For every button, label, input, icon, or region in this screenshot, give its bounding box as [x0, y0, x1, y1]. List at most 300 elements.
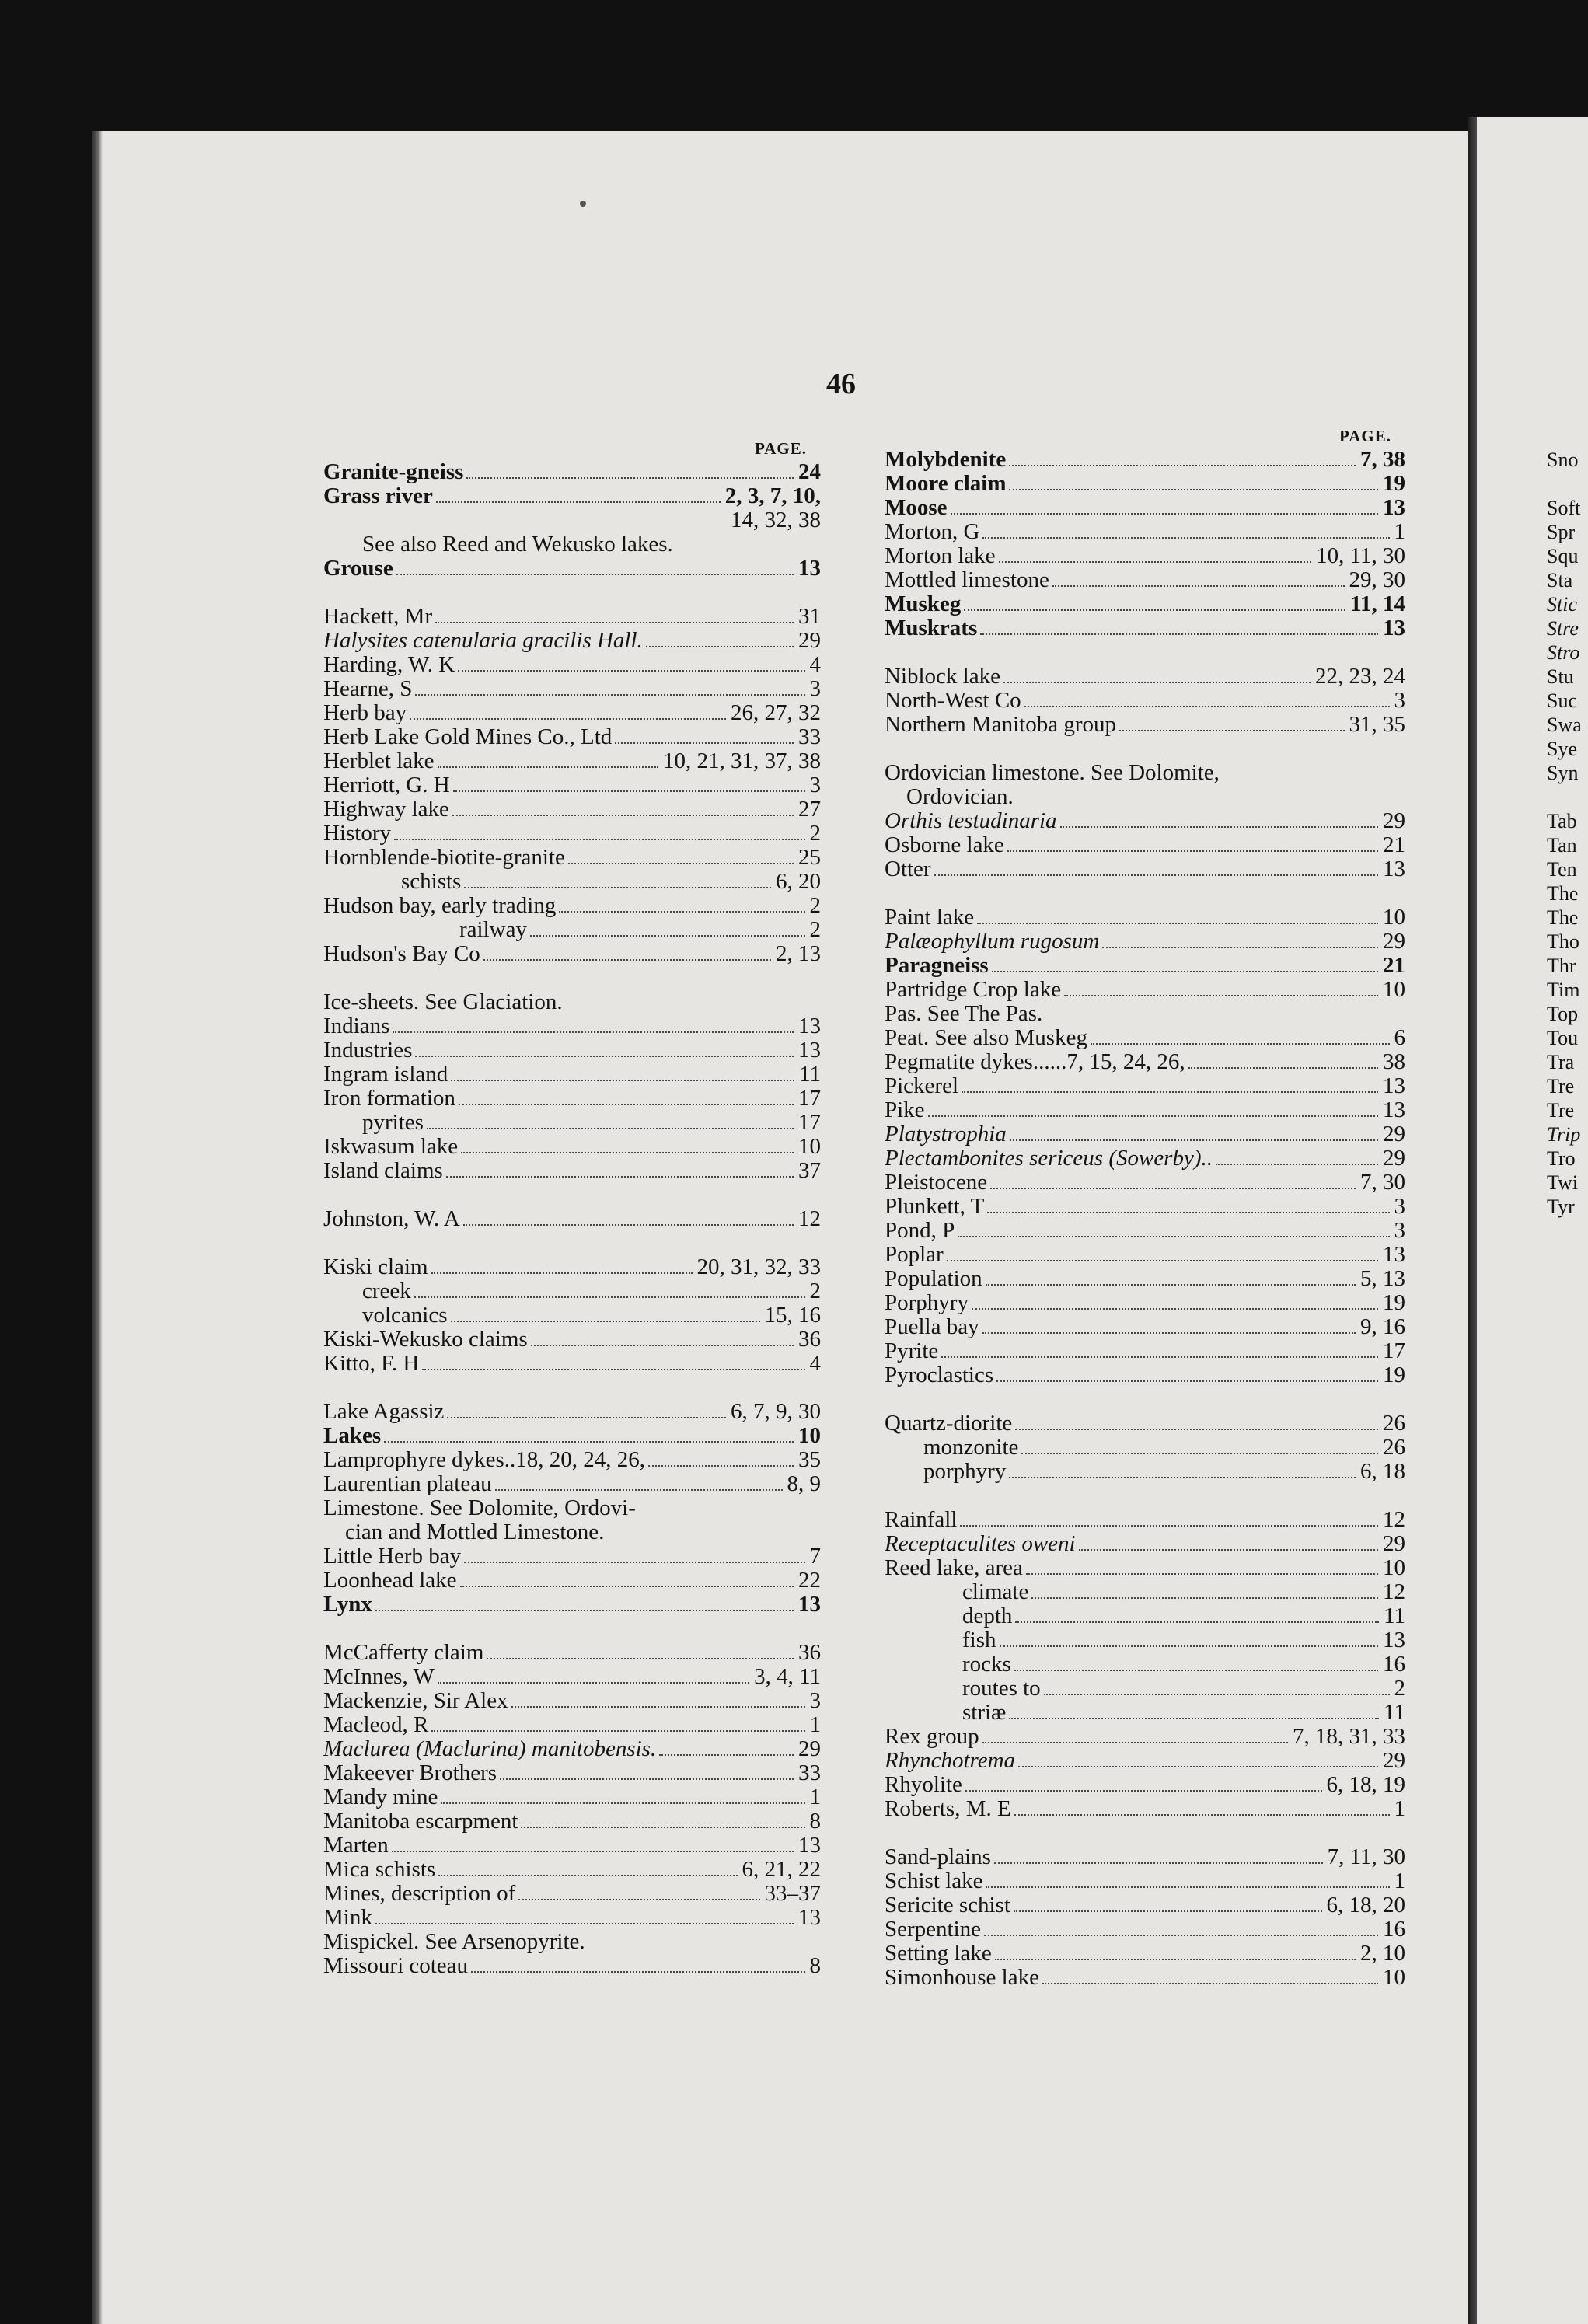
dot-leader	[965, 1789, 1322, 1792]
section-gap	[323, 966, 821, 990]
cropped-entry: Soft	[1547, 497, 1581, 519]
dot-leader	[460, 1585, 794, 1587]
page-references: 17	[798, 1111, 821, 1135]
index-column-left	[323, 437, 821, 1978]
cropped-entry: Stic	[1547, 593, 1577, 616]
index-entry	[885, 448, 1405, 472]
index-term: monzonite	[923, 1436, 1019, 1460]
page-number: 46	[826, 368, 856, 400]
index-entry	[885, 1556, 1405, 1580]
cropped-entry: The	[1547, 906, 1579, 929]
index-entry	[885, 1917, 1405, 1942]
dot-leader	[441, 1802, 804, 1804]
cropped-entry: Sno	[1547, 448, 1579, 471]
section-gap	[885, 640, 1405, 665]
index-entry	[885, 1893, 1405, 1917]
page-references: 10, 21, 31, 37, 38	[663, 749, 821, 773]
index-entry	[885, 1243, 1405, 1267]
dot-leader	[992, 970, 1378, 972]
index-entry	[885, 1026, 1405, 1050]
dot-leader	[453, 790, 805, 792]
index-entry	[885, 1050, 1405, 1074]
index-term: Ingram island	[323, 1063, 448, 1087]
section-gap	[885, 881, 1405, 906]
cropped-entry: Spr	[1547, 521, 1576, 543]
index-entry	[885, 1604, 1405, 1628]
dot-leader	[1079, 1548, 1378, 1551]
page-references: 10	[1383, 1556, 1405, 1580]
cropped-entry: Trip	[1547, 1123, 1581, 1146]
cross-reference: Ordovician.	[906, 784, 1014, 809]
index-term: Rhynchotrema	[885, 1749, 1016, 1773]
index-entry	[323, 1689, 821, 1713]
dot-leader	[958, 1235, 1389, 1237]
index-term: Puella bay	[885, 1315, 979, 1339]
dot-leader	[463, 1223, 794, 1226]
dot-leader	[1014, 1669, 1378, 1671]
dot-leader	[396, 573, 794, 575]
dot-leader	[972, 1307, 1378, 1310]
dot-leader	[500, 1778, 794, 1780]
index-entry	[323, 1448, 821, 1472]
cropped-entry: Sta	[1547, 569, 1573, 591]
page-references: 21	[1383, 833, 1405, 857]
dot-leader	[435, 621, 794, 623]
dot-leader	[483, 958, 771, 961]
dot-leader	[986, 1283, 1356, 1286]
page-references: 25	[798, 846, 821, 870]
index-entry	[323, 1255, 821, 1279]
dot-leader	[982, 1741, 1288, 1743]
dot-leader	[1024, 705, 1390, 707]
page-references: 11	[1384, 1701, 1405, 1725]
index-entry	[885, 1652, 1405, 1677]
cropped-entry: Suc	[1547, 689, 1577, 712]
index-entry	[885, 1869, 1405, 1893]
dot-leader	[464, 1561, 804, 1563]
index-term: Granite-gneiss	[323, 460, 464, 484]
index-term: Iron formation	[323, 1087, 455, 1111]
cropped-entry: Tan	[1547, 834, 1577, 857]
section-gap	[323, 1376, 821, 1400]
page-references: 13	[798, 557, 821, 581]
page-references: 13	[798, 1906, 821, 1930]
index-entry	[323, 677, 821, 701]
index-term: routes to	[962, 1677, 1041, 1701]
index-term: McInnes, W	[323, 1665, 435, 1689]
index-term: Lake Agassiz	[323, 1400, 445, 1424]
section-gap	[885, 1387, 1405, 1411]
index-term: Lamprophyre dykes..18, 20, 24, 26,	[323, 1448, 645, 1472]
cropped-entry: Syn	[1547, 762, 1579, 784]
index-term: Pickerel	[885, 1074, 959, 1098]
page-references: 33	[798, 725, 821, 749]
page-references: 29	[1383, 930, 1405, 954]
index-entry	[885, 1701, 1405, 1725]
page-references: 22	[798, 1569, 821, 1593]
index-entry	[885, 1363, 1405, 1387]
dot-leader	[1102, 946, 1378, 948]
column-heading: PAGE.	[1338, 427, 1391, 445]
index-entry	[323, 653, 821, 677]
index-term: Receptaculites oweni	[885, 1532, 1076, 1556]
index-term: Loonhead lake	[323, 1569, 457, 1593]
dot-leader	[980, 633, 1378, 635]
index-term: Industries	[323, 1038, 413, 1063]
index-term: Herriott, G. H	[323, 773, 450, 797]
page-references: 1	[1394, 1797, 1405, 1821]
page-references: 2	[809, 894, 821, 918]
dot-leader	[415, 693, 804, 696]
dot-leader	[1009, 488, 1378, 490]
page-references: 7, 38	[1360, 448, 1405, 472]
dot-leader	[982, 1331, 1356, 1334]
dot-leader	[568, 862, 794, 864]
dot-leader	[495, 1488, 783, 1491]
dot-leader	[947, 1259, 1378, 1261]
page-references: 35	[798, 1448, 821, 1472]
index-entry	[323, 1713, 821, 1737]
cropped-entry: Sye	[1547, 738, 1577, 760]
index-term: creek	[362, 1279, 411, 1303]
index-entry	[323, 629, 821, 653]
cross-reference: Mispickel. See Arsenopyrite.	[323, 1929, 585, 1954]
page-references: 6, 18, 19	[1326, 1773, 1405, 1797]
index-term: Paragneiss	[885, 954, 989, 978]
index-term: Kiski-Wekusko claims	[323, 1328, 528, 1352]
index-entry	[885, 1171, 1405, 1195]
dot-leader	[1188, 1066, 1378, 1069]
index-term: Population	[885, 1267, 982, 1291]
index-term: Paint lake	[885, 906, 975, 930]
index-entry	[323, 1328, 821, 1352]
cropped-entry: Tro	[1547, 1147, 1576, 1170]
index-term: Simonhouse lake	[885, 1966, 1039, 1990]
index-entry	[885, 809, 1405, 833]
index-term: History	[323, 822, 391, 846]
index-entry	[885, 1436, 1405, 1460]
cropped-entry: Stu	[1547, 665, 1574, 688]
index-entry	[885, 1725, 1405, 1749]
dot-leader	[393, 1031, 794, 1033]
index-entry	[323, 1834, 821, 1858]
cross-reference: Ordovician limestone. See Dolomite,	[885, 760, 1220, 785]
index-entry	[885, 1146, 1405, 1171]
index-term: Missouri coteau	[323, 1954, 469, 1978]
index-term: Reed lake, area	[885, 1556, 1023, 1580]
index-entry	[885, 1773, 1405, 1797]
dot-leader	[1021, 1452, 1378, 1454]
index-entry	[323, 1159, 821, 1183]
dot-leader	[436, 501, 721, 503]
page-references: 1	[1394, 520, 1405, 544]
dot-leader	[446, 1175, 794, 1178]
index-entry	[323, 1544, 821, 1569]
page-references: 3	[1394, 689, 1405, 713]
dot-leader	[994, 1862, 1323, 1864]
cropped-entry: Tyr	[1547, 1195, 1575, 1218]
dot-leader	[414, 1296, 805, 1298]
page-references: 10, 11, 30	[1316, 544, 1405, 568]
index-entry	[323, 1641, 821, 1665]
dot-leader	[464, 886, 771, 888]
index-entry	[885, 1677, 1405, 1701]
dot-leader	[487, 1657, 794, 1659]
index-entry	[885, 496, 1405, 520]
index-term: Mines, description of	[323, 1882, 516, 1906]
index-term: Palæophyllum rugosum	[885, 930, 1100, 954]
page-references: 27	[798, 797, 821, 822]
index-entry	[885, 1460, 1405, 1484]
index-term: Quartz-diorite	[885, 1411, 1013, 1436]
cropped-entry: Twi	[1547, 1171, 1579, 1194]
index-entry	[885, 833, 1405, 857]
section-gap	[323, 1183, 821, 1207]
index-entry	[323, 484, 821, 508]
index-entry	[885, 689, 1405, 713]
index-entry	[885, 1508, 1405, 1532]
cropped-entry: Tim	[1547, 979, 1580, 1001]
dot-leader	[438, 766, 658, 768]
page-references: 7	[809, 1544, 821, 1569]
index-term: Maclurea (Maclurina) manitobensis.	[323, 1737, 657, 1761]
section-gap	[323, 1617, 821, 1641]
dot-leader	[427, 1127, 794, 1129]
index-entry	[323, 460, 821, 484]
dot-leader	[415, 1055, 794, 1057]
page-references: 14, 32, 38	[731, 508, 821, 532]
index-entry	[323, 1858, 821, 1882]
index-term: Rhyolite	[885, 1773, 962, 1797]
dot-leader	[1007, 850, 1378, 852]
dot-leader	[447, 1416, 726, 1418]
cropped-entry: Tre	[1547, 1075, 1575, 1097]
index-term: depth	[962, 1604, 1013, 1628]
page-references: 33	[798, 1761, 821, 1785]
dot-leader	[1014, 1910, 1322, 1912]
index-term: rocks	[962, 1652, 1011, 1677]
index-term: Kiski claim	[323, 1255, 428, 1279]
dot-leader	[431, 1729, 804, 1732]
dot-leader	[375, 1609, 794, 1611]
index-term: Indians	[323, 1014, 390, 1038]
page-binding-edge	[92, 131, 103, 2324]
index-entry	[323, 1400, 821, 1424]
dot-leader	[1026, 1572, 1378, 1575]
index-term: Pyrite	[885, 1339, 939, 1363]
page-references: 13	[1383, 496, 1405, 520]
dot-leader	[990, 1187, 1356, 1189]
dot-leader	[431, 1272, 693, 1274]
page-references: 38	[1383, 1050, 1405, 1074]
cropped-entry	[1547, 785, 1588, 809]
cropped-entry: Swa	[1547, 714, 1582, 736]
page-references: 29	[798, 629, 821, 653]
index-entry	[885, 1098, 1405, 1122]
dot-leader	[982, 536, 1389, 539]
index-term: Hudson's Bay Co	[323, 942, 480, 966]
index-term: Highway lake	[323, 797, 449, 822]
index-entry	[323, 1472, 821, 1496]
dot-leader	[977, 922, 1378, 924]
dot-leader	[984, 1934, 1378, 1936]
dot-leader	[438, 1681, 749, 1684]
page-references: 29, 30	[1349, 568, 1405, 592]
section-gap	[885, 737, 1405, 761]
dot-leader	[530, 934, 805, 937]
index-term: Osborne lake	[885, 833, 1004, 857]
page-references: 10	[798, 1135, 821, 1159]
index-term: Mottled limestone	[885, 568, 1049, 592]
page-references: 6, 20	[776, 870, 821, 894]
index-term: Grouse	[323, 557, 393, 581]
page-references: 13	[798, 1593, 821, 1617]
page-references: 19	[1383, 472, 1405, 496]
index-term: striæ	[962, 1701, 1007, 1725]
index-term: Pike	[885, 1098, 925, 1122]
page-references: 2	[809, 1279, 821, 1303]
index-term: railway	[459, 918, 527, 942]
page-references: 17	[798, 1087, 821, 1111]
dot-leader	[1014, 1813, 1390, 1816]
page-references: 7, 11, 30	[1327, 1845, 1405, 1869]
page-references: 8	[809, 1809, 821, 1834]
index-term: Johnston, W. A	[323, 1207, 460, 1231]
index-term: Macleod, R	[323, 1713, 429, 1737]
dot-leader	[410, 717, 726, 720]
cropped-entry: Ten	[1547, 858, 1577, 881]
index-entry	[885, 1580, 1405, 1604]
index-entry	[885, 713, 1405, 737]
index-term: Lakes	[323, 1424, 382, 1448]
index-entry	[323, 1906, 821, 1930]
dot-leader	[384, 1440, 794, 1443]
index-term: Moose	[885, 496, 948, 520]
index-term: Grass river	[323, 484, 433, 508]
page-references: 9, 16	[1360, 1315, 1405, 1339]
index-term: Sericite schist	[885, 1893, 1010, 1917]
index-term: Little Herb bay	[323, 1544, 462, 1569]
page-references: 21	[1383, 954, 1405, 978]
dot-leader	[1018, 1765, 1378, 1767]
index-entry	[885, 1219, 1405, 1243]
page-references: 11, 14	[1350, 592, 1405, 616]
cropped-entry: Squ	[1547, 545, 1579, 567]
page-references: 3, 4, 11	[754, 1665, 821, 1689]
index-entry	[885, 592, 1405, 616]
cross-reference: Pas. See The Pas.	[885, 1001, 1043, 1026]
index-term: Northern Manitoba group	[885, 713, 1116, 737]
dot-leader	[1042, 1982, 1378, 1984]
index-term: Mink	[323, 1906, 372, 1930]
dot-leader	[1216, 1163, 1378, 1165]
page-references: 11	[1384, 1604, 1405, 1628]
index-entry	[323, 773, 821, 797]
index-term: Mackenzie, Sir Alex	[323, 1689, 508, 1713]
dot-leader	[962, 1090, 1378, 1093]
index-term: Sand-plains	[885, 1845, 991, 1869]
index-entry	[885, 930, 1405, 954]
dot-leader	[615, 742, 794, 744]
page-references: 13	[1383, 1628, 1405, 1652]
index-entry	[323, 846, 821, 870]
section-gap	[323, 581, 821, 605]
page-references: 26, 27, 32	[731, 701, 821, 725]
page-references: 3	[809, 773, 821, 797]
index-entry	[885, 1532, 1405, 1556]
page-references: 13	[1383, 1243, 1405, 1267]
dot-leader	[659, 1753, 794, 1756]
dot-leader	[451, 1079, 794, 1081]
page-references: 29	[1383, 1749, 1405, 1773]
index-entry	[885, 1797, 1405, 1821]
dot-leader	[1015, 1428, 1378, 1430]
index-term: Serpentine	[885, 1917, 982, 1942]
page-references: 13	[798, 1014, 821, 1038]
index-term: Molybdenite	[885, 448, 1007, 472]
dot-leader	[941, 1356, 1378, 1358]
page-references: 16	[1383, 1652, 1405, 1677]
dot-leader	[461, 1151, 794, 1153]
index-entry	[885, 1267, 1405, 1291]
cropped-entry: Tra	[1547, 1051, 1575, 1073]
page-references: 16	[1383, 1917, 1405, 1942]
page-references: 13	[1383, 1098, 1405, 1122]
index-entry	[885, 1749, 1405, 1773]
index-term: Lynx	[323, 1593, 372, 1617]
page-references: 29	[1383, 1146, 1405, 1171]
index-entry	[323, 942, 821, 966]
index-entry	[323, 508, 821, 532]
page-references: 11	[799, 1063, 821, 1087]
page-references: 7, 18, 31, 33	[1293, 1725, 1405, 1749]
dot-leader	[1010, 1139, 1378, 1141]
index-term: Halysites catenularia gracilis Hall.	[323, 629, 643, 653]
index-term: Morton, G	[885, 520, 980, 544]
dot-leader	[1031, 1596, 1378, 1599]
cropped-entry: Stre	[1547, 617, 1579, 640]
page-references: 3	[1394, 1219, 1405, 1243]
index-entry	[885, 954, 1405, 978]
cross-reference: Limestone. See Dolomite, Ordovi-	[323, 1495, 636, 1520]
dot-leader	[521, 1826, 804, 1828]
dot-leader	[422, 1368, 804, 1370]
index-entry	[885, 616, 1405, 640]
cross-reference: cian and Mottled Limestone.	[345, 1520, 605, 1544]
column-heading: PAGE.	[754, 439, 807, 458]
page-references: 33–37	[764, 1882, 821, 1906]
dot-leader	[1009, 464, 1356, 466]
index-entry	[323, 1954, 821, 1978]
index-term: Kitto, F. H	[323, 1352, 420, 1376]
index-term: Poplar	[885, 1243, 944, 1267]
page-references: 3	[809, 677, 821, 701]
section-gap	[323, 1231, 821, 1255]
dot-leader	[960, 1524, 1378, 1527]
index-term: Otter	[885, 857, 931, 881]
index-term: Laurentian plateau	[323, 1472, 492, 1496]
index-entry	[323, 1111, 821, 1135]
dot-leader	[1064, 994, 1378, 996]
dot-leader	[951, 512, 1378, 515]
index-term: Muskrats	[885, 616, 978, 640]
index-term: Herblet lake	[323, 749, 435, 773]
page-references: 13	[798, 1038, 821, 1063]
index-term: Mica schists	[323, 1858, 436, 1882]
index-entry	[885, 544, 1405, 568]
page-references: 36	[798, 1641, 821, 1665]
dot-leader	[518, 1898, 759, 1900]
